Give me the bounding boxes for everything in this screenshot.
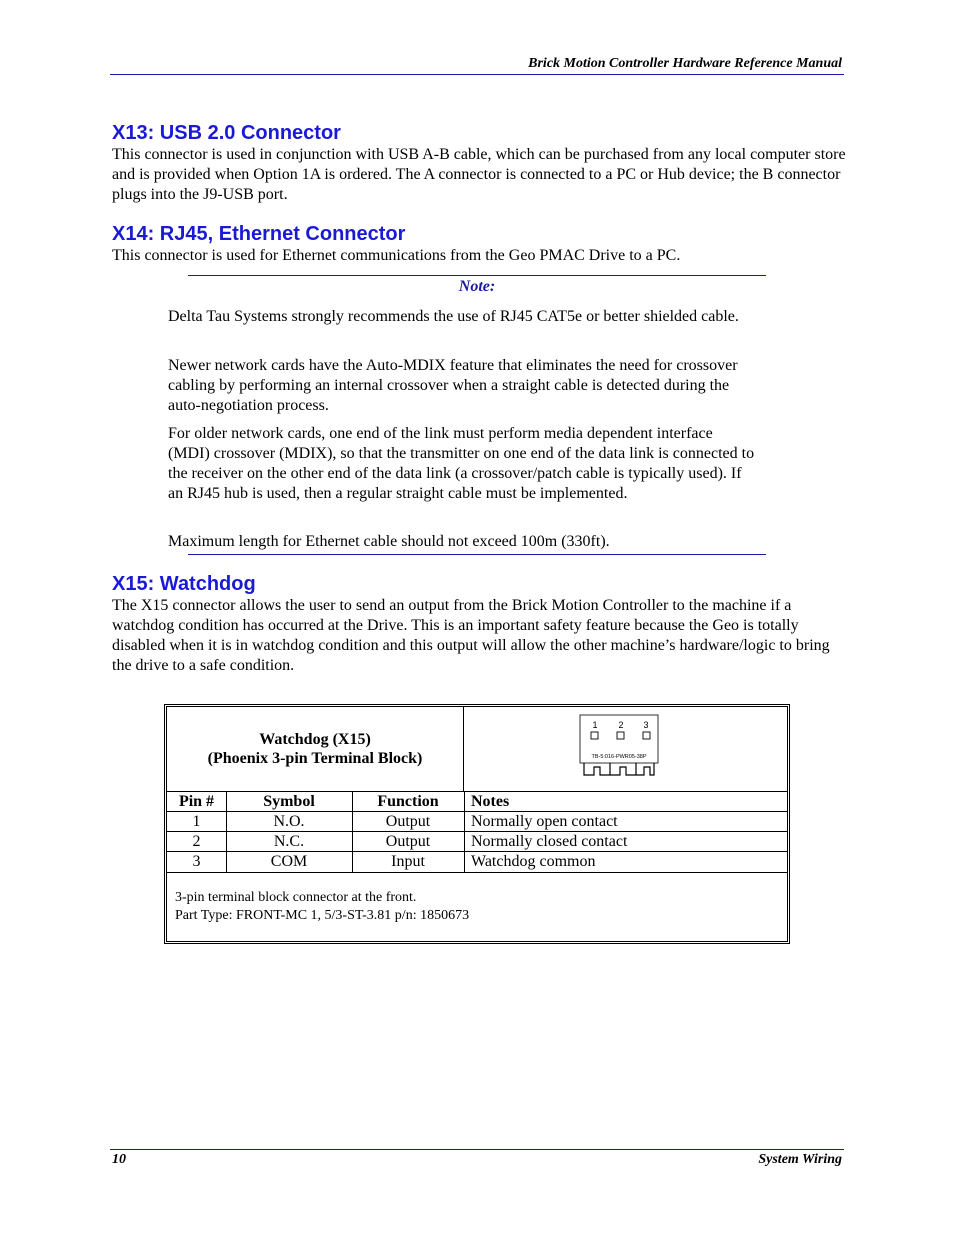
watchdog-title: Watchdog (X15)	[259, 731, 371, 748]
cell-notes: Normally open contact	[471, 813, 618, 830]
footer-section-title: System Wiring	[758, 1152, 842, 1167]
paragraph-x14: This connector is used for Ethernet communications from the Geo PMAC Drive to a PC.	[112, 247, 681, 264]
connector-part-label: TB-5:016-PWR05-38P	[591, 754, 647, 760]
header-rule	[110, 74, 844, 75]
pin-label-3: 3	[643, 720, 649, 730]
table-footer-notes	[167, 872, 787, 942]
terminal-block-connector-icon	[464, 707, 787, 791]
cell-symbol: COM	[226, 852, 353, 872]
table-row	[167, 811, 787, 832]
heading-x14: X14: RJ45, Ethernet Connector	[112, 223, 406, 245]
cell-pin: 3	[167, 852, 227, 872]
pin-label-2: 2	[618, 720, 624, 730]
footer-note-line-1: 3-pin terminal block connector at the front.	[175, 890, 417, 905]
table-row	[167, 851, 787, 872]
table-row	[167, 831, 787, 852]
paragraph-x13: This connector is used in conjunction with USB A-B cable, which can be purchased from any local computer store and is provided when Option 1A is ordered. The A connector is connected to a PC or Hub device; the B connector plugs into the J9-USB port.	[112, 146, 846, 203]
note-paragraph-1: Delta Tau Systems strongly recommends the use of RJ45 CAT5e or better shielded cable.	[168, 308, 739, 325]
table-header-row	[167, 791, 787, 812]
footer-note-line-2: Part Type: FRONT-MC 1, 5/3-ST-3.81 p/n: 1850673	[175, 908, 470, 923]
heading-x13: X13: USB 2.0 Connector	[112, 122, 341, 144]
cell-notes: Normally closed contact	[471, 833, 628, 850]
cell-pin: 2	[167, 832, 227, 852]
cell-function: Output	[352, 812, 465, 832]
note-paragraph-3: For older network cards, one end of the link must perform media dependent interface (MDI) crossover (MDIX), so that the transmitter on one end of the data link is connected to the receiver on the other end of the data link (a crossover/patch cable is typically used). If an RJ45 hub is used, then a regular straight cable must be implemented.	[168, 425, 755, 502]
pin-label-1: 1	[592, 720, 598, 730]
column-header-symbol: Symbol	[226, 792, 353, 812]
column-header-function: Function	[352, 792, 465, 812]
watchdog-title-cell	[167, 707, 464, 791]
running-header-title: Brick Motion Controller Hardware Reference Manual	[528, 56, 842, 71]
cell-symbol: N.C.	[226, 832, 353, 852]
connector-image-cell	[464, 707, 787, 791]
column-header-pin: Pin #	[167, 792, 227, 812]
note-paragraph-2: Newer network cards have the Auto-MDIX feature that eliminates the need for crossover cabling by performing an internal crossover when a straight cable is detected during the auto-negotiation process.	[168, 357, 738, 414]
cell-pin: 1	[167, 812, 227, 832]
note-paragraph-4: Maximum length for Ethernet cable should not exceed 100m (330ft).	[168, 533, 610, 550]
watchdog-table	[164, 704, 790, 944]
paragraph-x15: The X15 connector allows the user to send an output from the Brick Motion Controller to the machine if a watchdog condition has occurred at the Drive. This is an important safety feature because the Geo is totally disabled when it is in watchdog condition and this output will allow the other machine’s hardware/logic to bring the drive to a safe condition.	[112, 597, 830, 674]
cell-function: Output	[352, 832, 465, 852]
cell-notes: Watchdog common	[471, 853, 596, 870]
column-header-notes: Notes	[471, 793, 510, 810]
watchdog-subtitle: (Phoenix 3-pin Terminal Block)	[207, 750, 423, 767]
cell-function: Input	[352, 852, 465, 872]
footer-rule	[110, 1149, 844, 1150]
heading-x15: X15: Watchdog	[112, 573, 256, 595]
cell-symbol: N.O.	[226, 812, 353, 832]
note-label: Note:	[458, 278, 496, 295]
page-number: 10	[112, 1152, 126, 1167]
